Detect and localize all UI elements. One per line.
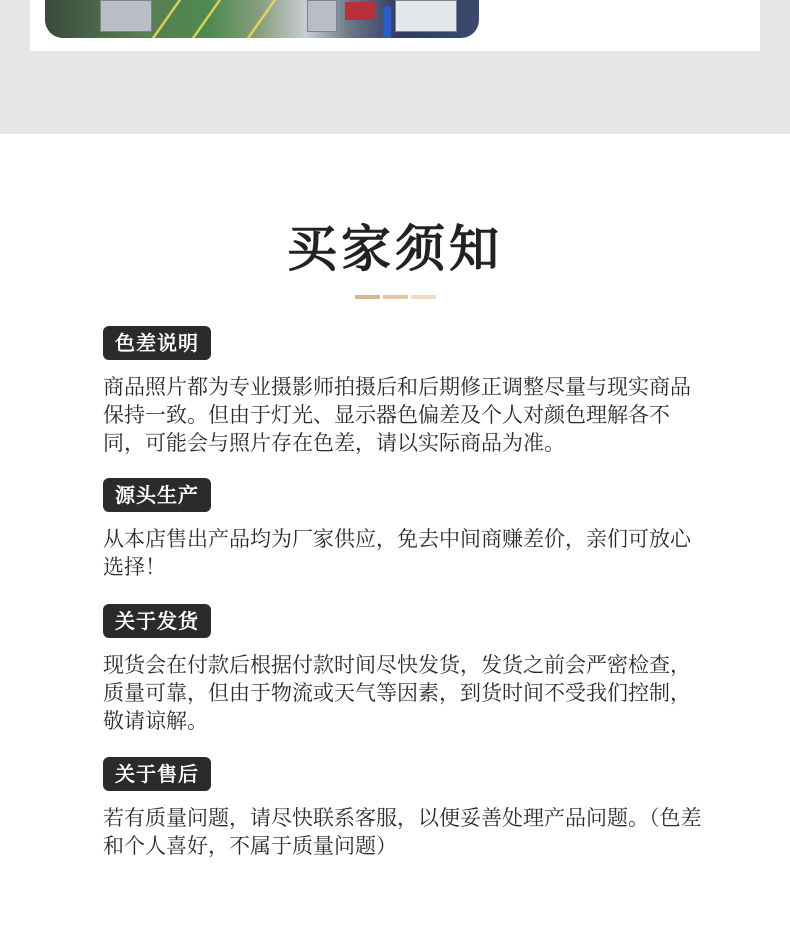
section-text: 若有质量问题，请尽快联系客服，以便妥善处理产品问题。（色差和个人喜好，不属于质量问题） [103, 806, 702, 858]
section-color-difference [103, 326, 703, 457]
section-text: 商品照片都为专业摄影师拍摄后和后期修正调整尽量与现实商品保持一致。但由于灯光、显示器色偏差及个人对颜色理解各不同，可能会与照片存在色差，请以实际商品为准。 [103, 375, 691, 455]
section-heading: 色差说明 [103, 326, 211, 360]
factory-photo [45, 0, 479, 38]
section-heading: 源头生产 [103, 478, 211, 512]
title-underline-segment [383, 295, 408, 299]
section-text: 现货会在付款后根据付款时间尽快发货，发货之前会严密检查，质量可靠，但由于物流或天气等因素，到货时间不受我们控制，敬请谅解。 [103, 653, 691, 733]
section-shipping [103, 604, 703, 735]
section-text: 从本店售出产品均为厂家供应，免去中间商赚差价，亲们可放心选择！ [103, 527, 691, 579]
page-title: 买家须知 [287, 220, 503, 278]
section-heading: 关于发货 [103, 604, 211, 638]
section-after-sales [103, 757, 703, 860]
title-underline-segment [411, 295, 436, 299]
section-heading: 关于售后 [103, 757, 211, 791]
section-source-production [103, 478, 703, 581]
title-underline-segment [355, 295, 380, 299]
